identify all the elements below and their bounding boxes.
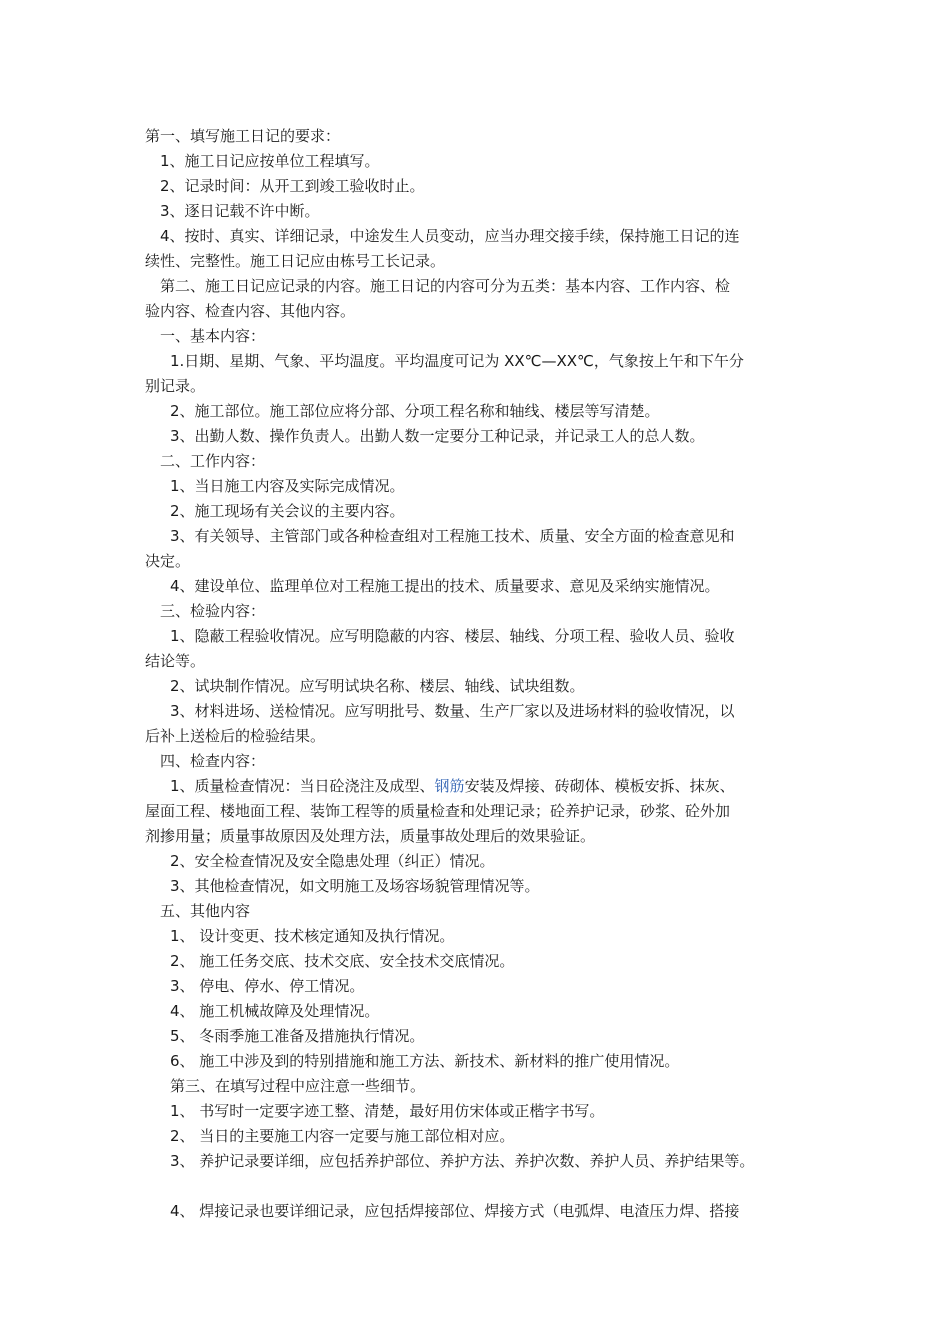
list-item: 3、逐日记载不许中断。 bbox=[160, 202, 320, 220]
list-item: 3、有关领导、主管部门或各种检查组对工程施工技术、质量、安全方面的检查意见和 bbox=[170, 527, 735, 545]
section-2-continuation: 验内容、检查内容、其他内容。 bbox=[145, 302, 356, 320]
section-1-heading: 第一、填写施工日记的要求： bbox=[145, 127, 341, 145]
list-item: 1.日期、星期、气象、平均温度。平均温度可记为 XX℃—XX℃，气象按上午和下午分 bbox=[170, 352, 744, 370]
list-item: 2、记录时间：从开工到竣工验收时止。 bbox=[160, 177, 425, 195]
list-item: 3、 养护记录要详细，应包括养护部位、养护方法、养护次数、养护人员、养护结果等。 bbox=[170, 1152, 755, 1170]
list-item: 1、 书写时一定要字迹工整、清楚，最好用仿宋体或正楷字书写。 bbox=[170, 1102, 605, 1120]
list-item: 1、当日施工内容及实际完成情况。 bbox=[170, 477, 405, 495]
list-item: 4、 焊接记录也要详细记录，应包括焊接部位、焊接方式（电弧焊、电渣压力焊、搭接 bbox=[170, 1202, 740, 1220]
list-item: 4、按时、真实、详细记录，中途发生人员变动，应当办理交接手续，保持施工日记的连 bbox=[160, 227, 740, 245]
list-item: 1、隐蔽工程验收情况。应写明隐蔽的内容、楼层、轴线、分项工程、验收人员、验收 bbox=[170, 627, 735, 645]
subsection-heading: 二、工作内容： bbox=[160, 452, 266, 470]
list-item-continuation: 续性、完整性。施工日记应由栋号工长记录。 bbox=[145, 252, 446, 270]
list-item: 3、其他检查情况，如文明施工及场容场貌管理情况等。 bbox=[170, 877, 540, 895]
section-2-heading: 第二、施工日记应记录的内容。施工日记的内容可分为五类：基本内容、工作内容、检 bbox=[160, 277, 731, 295]
list-item: 6、 施工中涉及到的特别措施和施工方法、新技术、新材料的推广使用情况。 bbox=[170, 1052, 680, 1070]
list-item-continuation: 别记录。 bbox=[145, 377, 206, 395]
list-item: 2、安全检查情况及安全隐患处理（纠正）情况。 bbox=[170, 852, 495, 870]
list-item: 1、 设计变更、技术核定通知及执行情况。 bbox=[170, 927, 455, 945]
list-item-continuation: 屋面工程、楼地面工程、装饰工程等的质量检查和处理记录；砼养护记录，砂浆、砼外加 bbox=[145, 802, 731, 820]
list-item-continuation: 后补上送检后的检验结果。 bbox=[145, 727, 326, 745]
list-item-continuation: 剂掺用量；质量事故原因及处理方法，质量事故处理后的效果验证。 bbox=[145, 827, 596, 845]
list-item: 2、施工部位。施工部位应将分部、分项工程名称和轴线、楼层等写清楚。 bbox=[170, 402, 660, 420]
list-item: 3、出勤人数、操作负责人。出勤人数一定要分工种记录，并记录工人的总人数。 bbox=[170, 427, 705, 445]
subsection-heading: 五、其他内容 bbox=[160, 902, 251, 920]
rebar-link[interactable]: 钢筋 bbox=[434, 777, 465, 795]
subsection-heading: 三、检验内容： bbox=[160, 602, 266, 620]
list-item: 2、试块制作情况。应写明试块名称、楼层、轴线、试块组数。 bbox=[170, 677, 585, 695]
list-item: 2、 当日的主要施工内容一定要与施工部位相对应。 bbox=[170, 1127, 515, 1145]
list-item: 3、 停电、停水、停工情况。 bbox=[170, 977, 365, 995]
list-item: 4、建设单位、监理单位对工程施工提出的技术、质量要求、意见及采纳实施情况。 bbox=[170, 577, 720, 595]
list-item: 4、 施工机械故障及处理情况。 bbox=[170, 1002, 380, 1020]
list-item-continuation: 结论等。 bbox=[145, 652, 206, 670]
section-3-heading: 第三、在填写过程中应注意一些细节。 bbox=[170, 1077, 426, 1095]
list-item: 1、施工日记应按单位工程填写。 bbox=[160, 152, 380, 170]
list-item: 3、材料进场、送检情况。应写明批号、数量、生产厂家以及进场材料的验收情况，以 bbox=[170, 702, 735, 720]
list-item bbox=[170, 774, 735, 799]
subsection-heading: 四、检查内容： bbox=[160, 752, 266, 770]
list-item: 2、 施工任务交底、技术交底、安全技术交底情况。 bbox=[170, 952, 515, 970]
list-item-text: 1、质量检查情况：当日砼浇注及成型、 bbox=[170, 777, 435, 795]
list-item: 5、 冬雨季施工准备及措施执行情况。 bbox=[170, 1027, 425, 1045]
subsection-heading: 一、基本内容： bbox=[160, 327, 266, 345]
list-item: 2、施工现场有关会议的主要内容。 bbox=[170, 502, 405, 520]
list-item-text: 安装及焊接、砖砌体、模板安拆、抹灰、 bbox=[464, 777, 735, 795]
list-item-continuation: 决定。 bbox=[145, 552, 191, 570]
